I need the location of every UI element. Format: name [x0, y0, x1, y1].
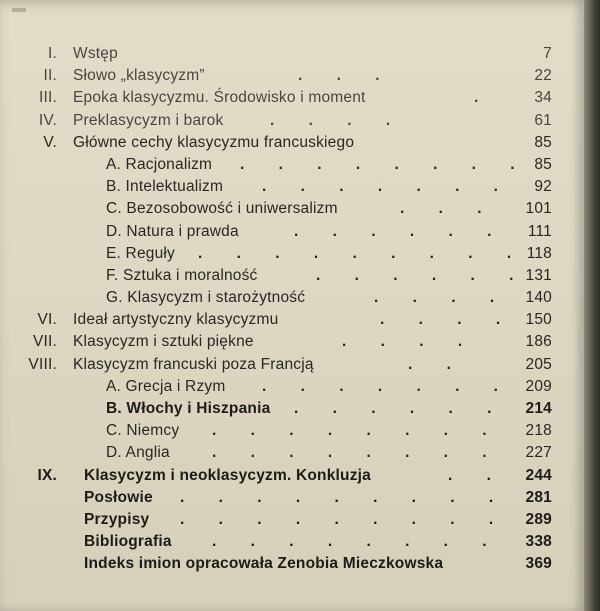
chapter-number: VIII.	[28, 355, 57, 373]
leader-dots: . . . . . .	[294, 222, 507, 240]
page-number: 244	[525, 466, 552, 484]
page-number: 289	[525, 510, 552, 528]
entry-title: D. Natura i prawda	[106, 222, 239, 240]
leader-dots: .	[474, 89, 494, 107]
leader-dots: . . . . . . .	[262, 377, 513, 395]
entry-title: C. Niemcy	[106, 422, 180, 440]
entry-title: Ideał artystyczny klasycyzmu	[73, 311, 279, 329]
leader-dots: . . .	[400, 200, 497, 218]
leader-dots: . . . . . . . .	[240, 155, 530, 173]
page-number: 85	[534, 155, 552, 173]
leader-dots: . . . . . . . .	[212, 533, 502, 551]
entry-title: E. Reguły	[106, 244, 175, 262]
toc-entry	[0, 176, 584, 198]
page-number: 227	[525, 444, 552, 462]
leader-dots: . .	[448, 466, 506, 484]
chapter-number: II.	[43, 67, 57, 85]
entry-title: Epoka klasycyzmu. Środowisko i moment	[73, 89, 366, 107]
page-smudge	[12, 8, 26, 12]
entry-title: Wstęp	[73, 45, 118, 62]
toc-entry	[0, 509, 584, 531]
toc-entry	[0, 487, 584, 509]
toc-entry	[0, 287, 584, 309]
leader-dots: . . . . . . . .	[212, 444, 502, 462]
entry-title: B. Włochy i Hiszpania	[106, 400, 271, 417]
page-number: 101	[525, 200, 552, 218]
entry-title: F. Sztuka i moralność	[106, 266, 258, 284]
leader-dots: . . . .	[380, 311, 516, 329]
leader-dots: . . .	[298, 67, 395, 85]
toc-entry	[0, 65, 584, 87]
leader-dots: . . . . . . . .	[212, 422, 502, 440]
toc-entry	[0, 265, 584, 287]
page-number: 140	[525, 289, 552, 307]
leader-dots: . .	[408, 355, 466, 373]
page-number: 61	[534, 111, 552, 129]
toc-entry	[0, 243, 584, 265]
entry-title: D. Anglia	[106, 444, 170, 462]
page-number: 281	[525, 488, 552, 506]
entry-title: C. Bezosobowość i uniwersalizm	[106, 200, 338, 218]
page-number: 338	[525, 533, 552, 551]
toc-entry	[0, 331, 584, 353]
leader-dots: . . . . . . . . .	[198, 244, 527, 262]
toc-entry	[0, 354, 584, 376]
toc-entry	[0, 442, 584, 464]
entry-title: A. Racjonalizm	[106, 155, 213, 173]
page-number: 22	[534, 67, 552, 85]
page-number: 186	[525, 333, 552, 351]
page-number: 209	[525, 377, 552, 395]
toc-entry	[0, 198, 584, 220]
entry-title: Przypisy	[84, 510, 150, 528]
toc-entry	[0, 110, 584, 132]
page-number: 369	[525, 555, 552, 573]
toc-entry	[0, 376, 584, 398]
page-number: 205	[525, 355, 552, 373]
entry-title: Preklasycyzm i barok	[73, 111, 224, 129]
toc-entry	[0, 398, 584, 420]
page-number: 7	[543, 45, 552, 62]
page-number: 92	[534, 178, 552, 196]
entry-title: Indeks imion opracowała Zenobia Mieczkowska	[84, 555, 444, 573]
page-number: 150	[525, 311, 552, 329]
toc-entry	[0, 420, 584, 442]
entry-title: G. Klasycyzm i starożytność	[106, 289, 306, 307]
table-of-contents	[0, 43, 584, 576]
chapter-number: I.	[47, 45, 57, 62]
page-number: 131	[525, 266, 552, 284]
entry-title: B. Intelektualizm	[106, 178, 224, 196]
toc-entry	[0, 87, 584, 109]
leader-dots: . . . . . .	[316, 266, 529, 284]
chapter-number: V.	[43, 133, 57, 151]
toc-entry	[0, 154, 584, 176]
chapter-number: IX.	[37, 466, 57, 484]
entry-title: Słowo „klasycyzm”	[73, 67, 205, 85]
entry-title: Klasycyzm francuski poza Francją	[73, 355, 314, 373]
leader-dots: . . . .	[374, 289, 510, 307]
leader-dots: . . . . . . . . .	[180, 488, 509, 506]
page-number: 118	[526, 244, 552, 262]
entry-title: Bibliografia	[84, 533, 172, 551]
entry-title: Główne cechy klasycyzmu francuskiego	[73, 133, 355, 151]
entry-title: Klasycyzm i sztuki piękne	[73, 333, 254, 351]
toc-entry	[0, 553, 584, 575]
entry-title: Klasycyzm i neoklasycyzm. Konkluzja	[84, 466, 371, 484]
toc-entry	[0, 132, 584, 154]
leader-dots: . . . . . . . . .	[180, 510, 509, 528]
leader-dots: . . . . . .	[294, 400, 507, 417]
toc-entry	[0, 465, 584, 487]
leader-dots: . . . .	[270, 111, 406, 129]
chapter-number: III.	[38, 89, 57, 107]
leader-dots: . . . . . . .	[262, 178, 513, 196]
chapter-number: VII.	[32, 333, 57, 351]
page-number: 111	[527, 222, 552, 240]
page-edge-shadow	[584, 0, 600, 611]
toc-entry	[0, 221, 584, 243]
toc-entry	[0, 531, 584, 553]
page-number: 214	[525, 400, 552, 417]
leader-dots: . . . .	[342, 333, 478, 351]
chapter-number: VI.	[37, 311, 57, 329]
page-number: 85	[534, 133, 552, 151]
entry-title: A. Grecja i Rzym	[106, 377, 226, 395]
entry-title: Posłowie	[84, 488, 153, 506]
page-number: 34	[534, 89, 552, 107]
chapter-number: IV.	[38, 111, 57, 129]
toc-entry	[0, 43, 584, 65]
page-number: 218	[525, 422, 552, 440]
toc-entry	[0, 309, 584, 331]
